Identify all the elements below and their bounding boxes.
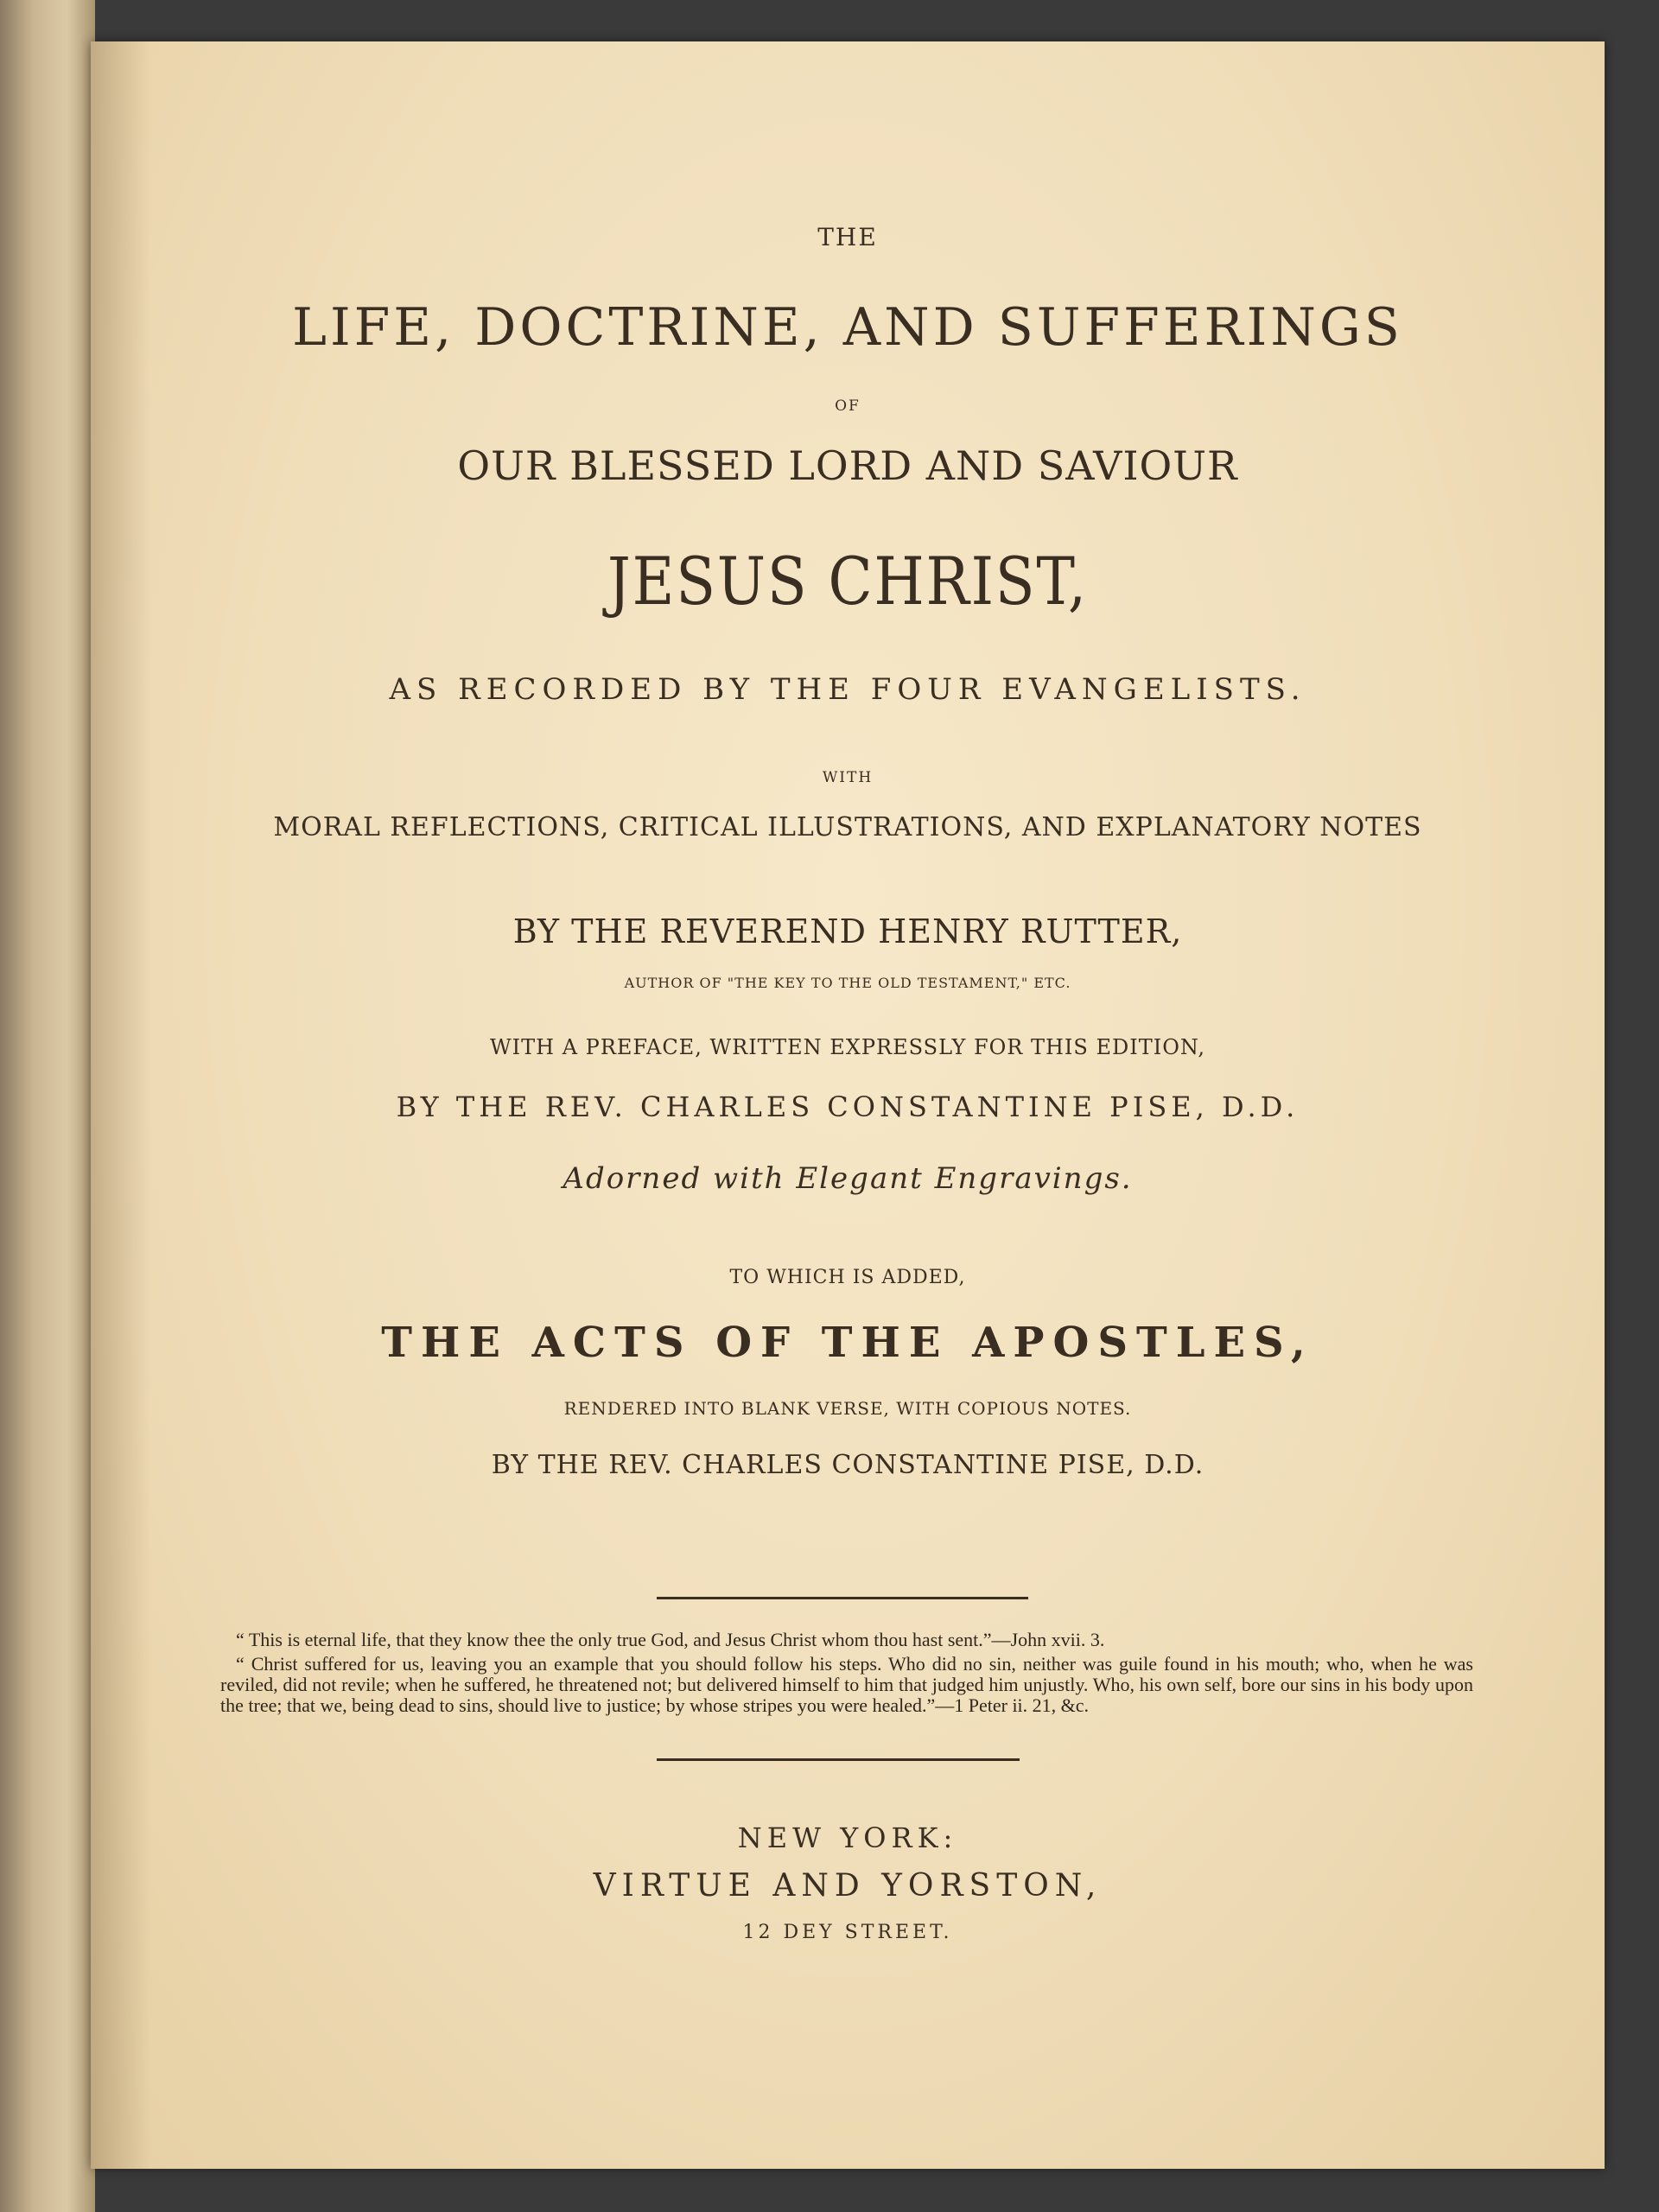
evangelists-line: AS RECORDED BY THE FOUR EVANGELISTS. [389, 672, 1306, 707]
publisher-line: VIRTUE AND YORSTON, [593, 1868, 1103, 1904]
author-note: AUTHOR OF "THE KEY TO THE OLD TESTAMENT," ETC. [624, 975, 1071, 991]
bottom-divider [657, 1758, 1020, 1761]
engravings-line: Adorned with Elegant Engravings. [563, 1161, 1133, 1196]
epigraph-john: “ This is eternal life, that they know thee the only true God, and Jesus Christ whom thou hast sent.”—John xvii. 3. [236, 1629, 1105, 1650]
the-label: THE [817, 223, 878, 251]
epigraph-peter: “ Christ suffered for us, leaving you an example that you should follow his steps. Who did no sin, neither was guile found in his mouth; who, when he was reviled, did not revile; when he suffered, he threatened not; but delivered himself to him that judged him unjustly. Who, his own self, bore our sins in his body upon the tree; that we, being dead to sins, should live to justice; by whose stripes you were healed.”—1 Peter ii. 21, &c. [220, 1653, 1473, 1716]
reflections-line: MORAL REFLECTIONS, CRITICAL ILLUSTRATIONS, AND EXPLANATORY NOTES [273, 812, 1422, 842]
top-divider [657, 1597, 1028, 1599]
street-line: 12 DEY STREET. [742, 1922, 953, 1943]
subtitle: OUR BLESSED LORD AND SAVIOUR [457, 442, 1238, 489]
with-label: WITH [822, 769, 874, 786]
acts-heading: THE ACTS OF THE APOSTLES, [381, 1319, 1314, 1367]
rendered-line: RENDERED INTO BLANK VERSE, WITH COPIOUS NOTES. [563, 1398, 1132, 1419]
jesus-christ-heading: JESUS CHRIST, [607, 543, 1088, 620]
acts-by-line: BY THE REV. CHARLES CONSTANTINE PISE, D.D. [491, 1450, 1205, 1480]
city-line: NEW YORK: [737, 1821, 958, 1854]
of-label: OF [835, 397, 861, 415]
title-page [91, 41, 1605, 2169]
preface-line: WITH A PREFACE, WRITTEN EXPRESSLY FOR THIS EDITION, [490, 1035, 1205, 1059]
preface-by-line: BY THE REV. CHARLES CONSTANTINE PISE, D.D. [396, 1090, 1300, 1123]
main-title: LIFE, DOCTRINE, AND SUFFERINGS [292, 297, 1403, 358]
facing-page-edge [0, 0, 95, 2212]
author-line: BY THE REVEREND HENRY RUTTER, [512, 912, 1183, 950]
added-label: TO WHICH IS ADDED, [729, 1267, 966, 1288]
